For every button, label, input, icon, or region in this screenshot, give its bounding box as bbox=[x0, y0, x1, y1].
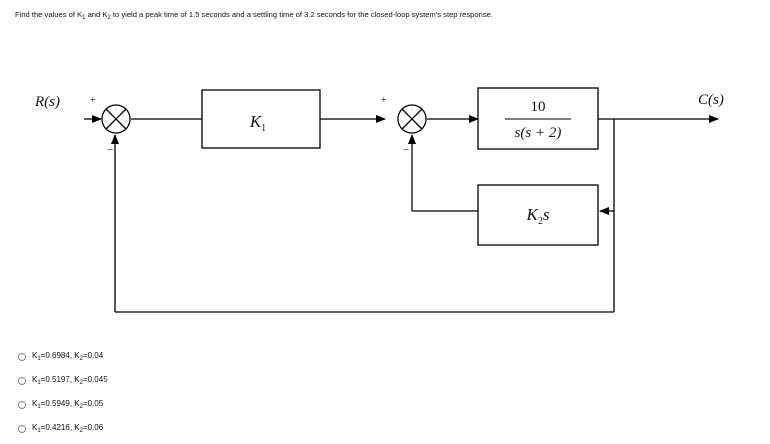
inner-summing-junction bbox=[398, 105, 426, 133]
inner-minus-sign: − bbox=[403, 144, 410, 156]
plant-numerator: 10 bbox=[530, 99, 546, 115]
answer-option-4[interactable] bbox=[18, 417, 318, 441]
input-label: R(s) bbox=[35, 94, 60, 110]
output-label: C(s) bbox=[698, 92, 724, 108]
k1-label: $K_1$ bbox=[249, 112, 267, 134]
outer-summing-junction bbox=[102, 105, 130, 133]
inner-plus-sign: + bbox=[381, 95, 387, 106]
outer-minus-sign: − bbox=[107, 144, 114, 156]
k2s-block bbox=[478, 185, 598, 245]
answer-option-4-label: $K_1=0.4216$, $K_2=0.06$ bbox=[32, 422, 104, 434]
k2s-label: $K_2s$ bbox=[526, 205, 550, 227]
question-middle: and K bbox=[85, 10, 108, 19]
radio-button[interactable] bbox=[18, 425, 26, 433]
answer-option-1[interactable] bbox=[18, 345, 318, 369]
answer-option-3-label: $K_1=0.5949$, $K_2=0.05$ bbox=[32, 398, 104, 410]
plant-denominator: s(s + 2) bbox=[514, 125, 562, 141]
radio-button[interactable] bbox=[18, 401, 26, 409]
answer-option-2[interactable] bbox=[18, 369, 318, 393]
question-prefix: Find the values of K bbox=[15, 10, 83, 19]
outer-plus-sign: + bbox=[90, 95, 96, 106]
question-k2-subscript: 2 bbox=[107, 15, 111, 21]
question-k1-subscript: 1 bbox=[82, 15, 86, 21]
answer-option-1-label: $K_1=0.6984$, $K_2=0.04$ bbox=[32, 350, 104, 362]
radio-button[interactable] bbox=[18, 377, 26, 385]
answer-options bbox=[18, 345, 318, 441]
answer-option-3[interactable] bbox=[18, 393, 318, 417]
radio-button[interactable] bbox=[18, 353, 26, 361]
answer-option-2-label: $K_1=0.5197$, $K_2=0.045$ bbox=[32, 374, 108, 386]
question-suffix: to yield a peak time of 1.5 seconds and a settling time of 3.2 seconds for the closed-loop system's step response. bbox=[110, 10, 493, 19]
